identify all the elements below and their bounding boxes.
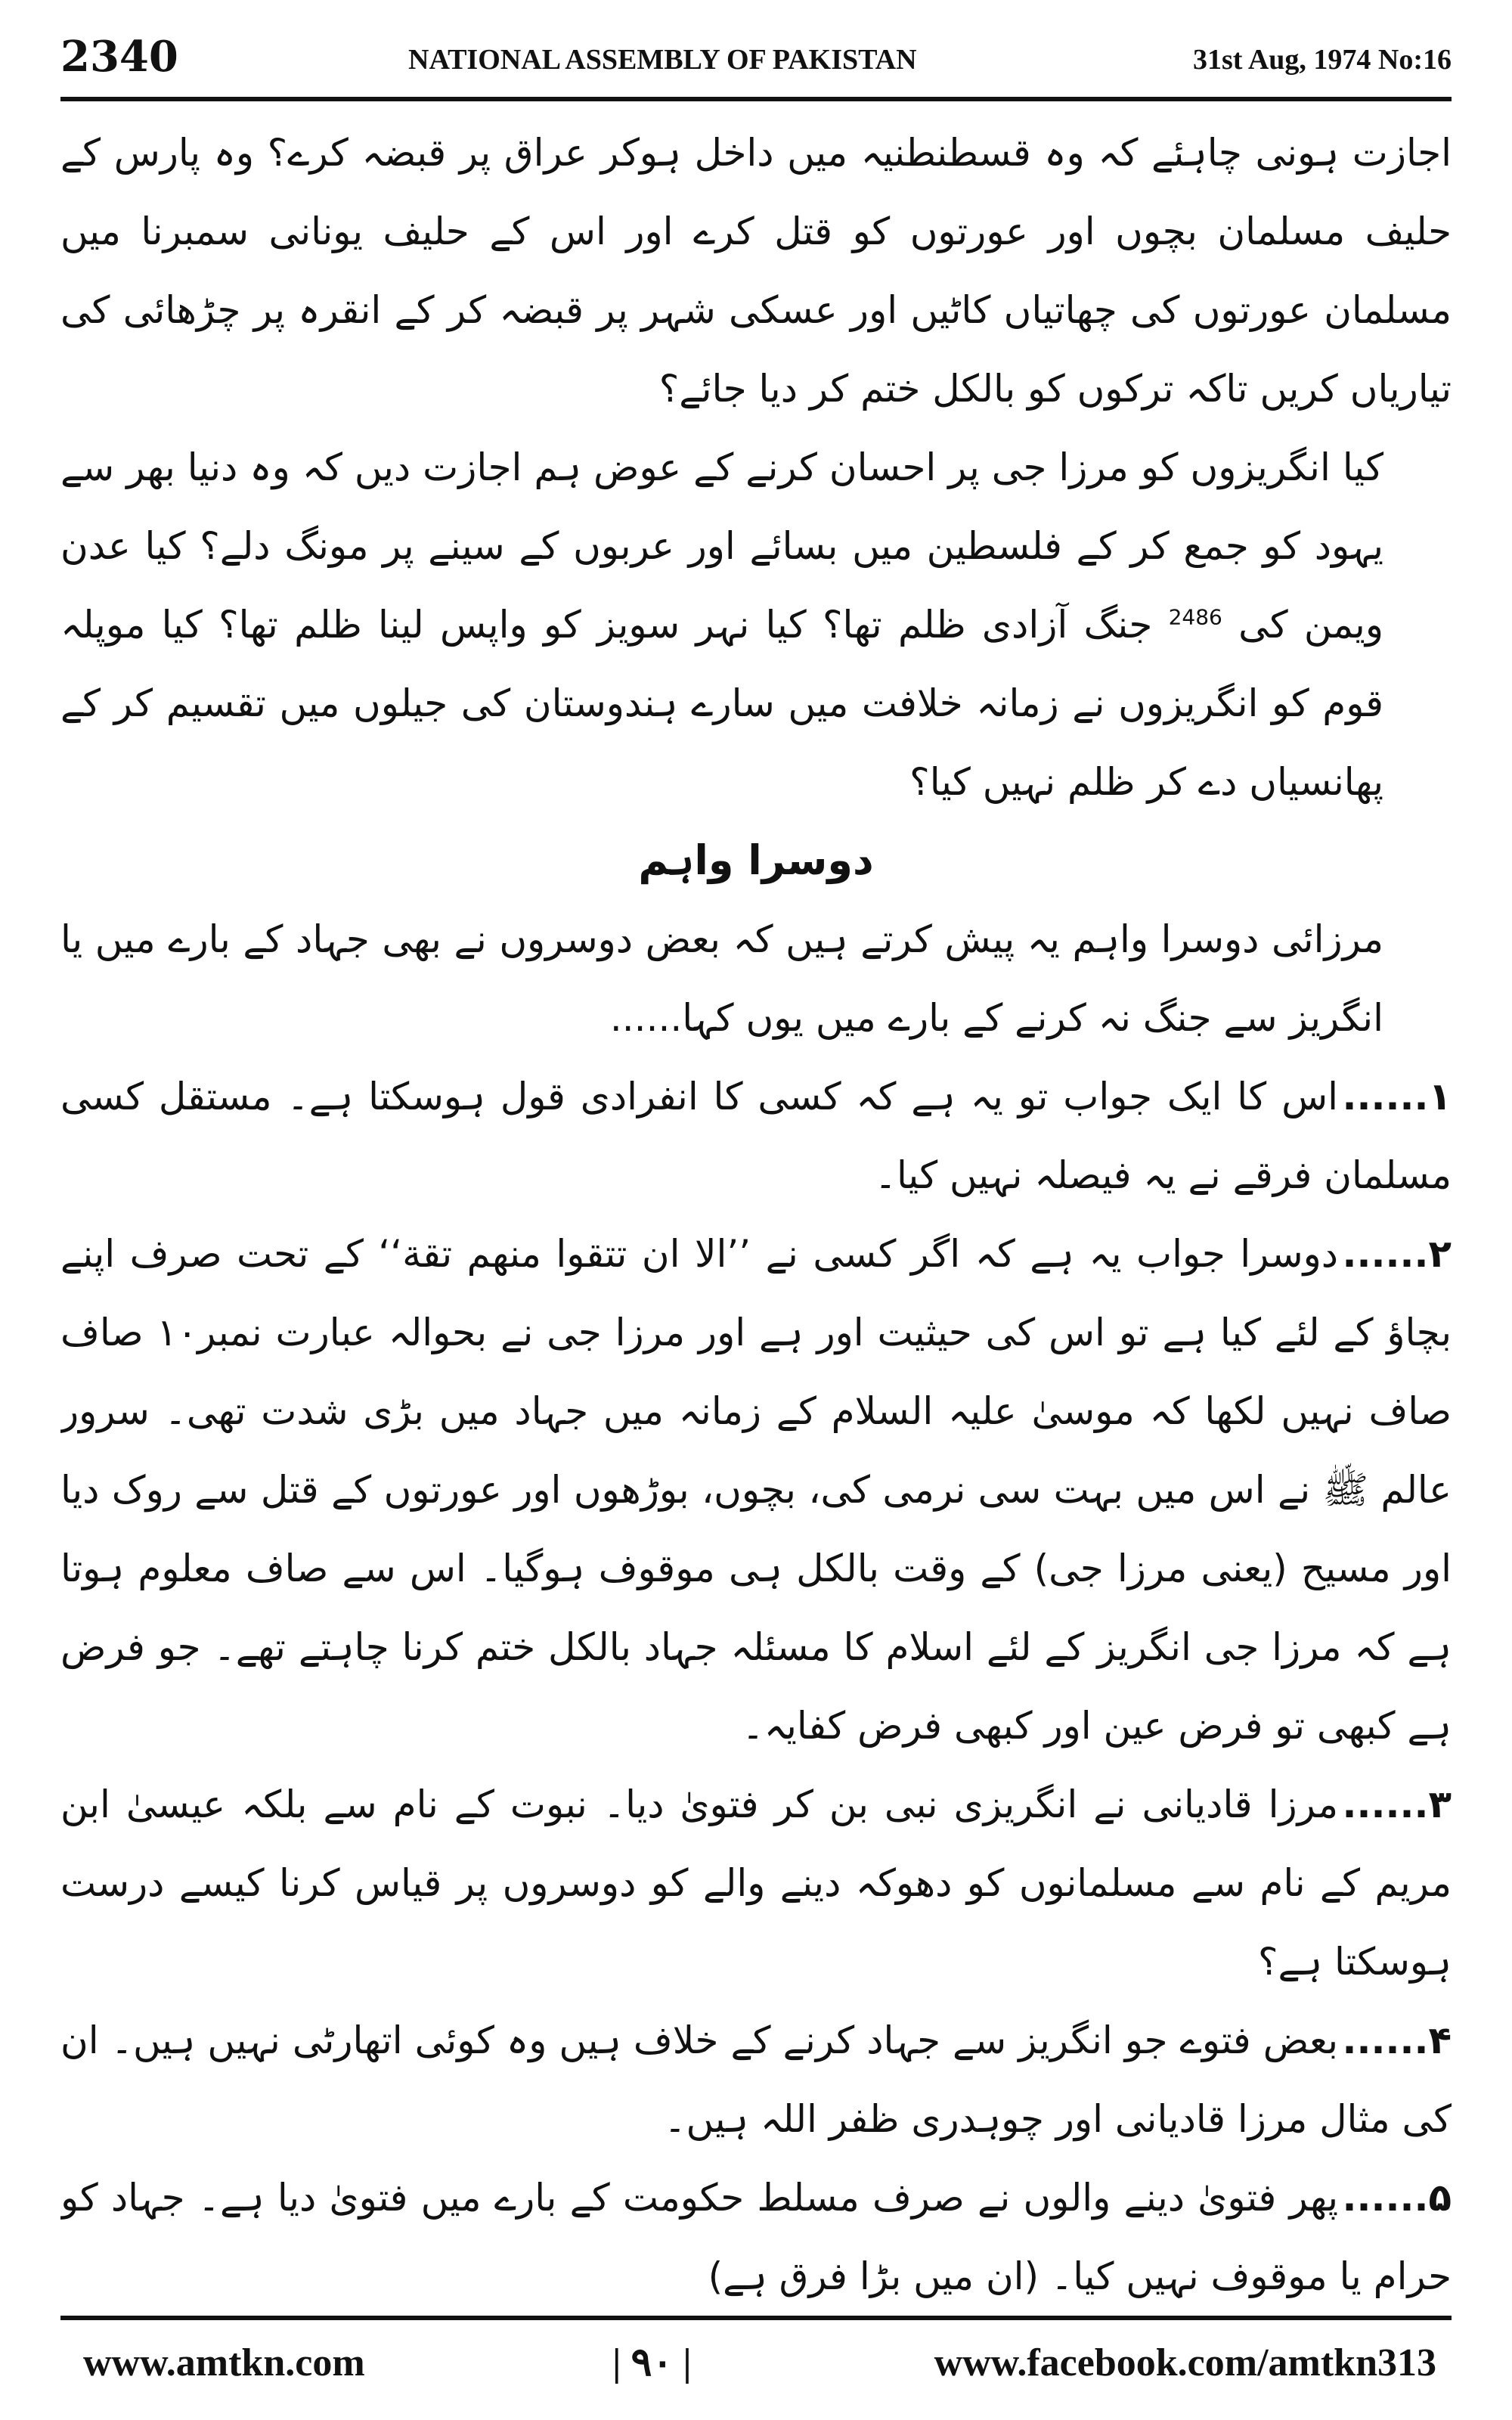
- paragraph-1: اجازت ہونی چاہئے کہ وہ قسطنطنیہ میں داخل ہوکر عراق پر قبضہ کرے؟ وہ پارس کے حلیف مسلمان بچوں اور عورتوں کو قتل کرے اور اس کے حلیف یونانی سمبرنا میں مسلمان عورتوں کی چھاتیاں کاٹیں اور عسکی شہر پر قبضہ کر کے انقرہ پر چڑھائی کی تیاریاں کریں تاکہ ترکوں کو بالکل ختم کر دیا جائے؟: [60, 131, 1452, 411]
- item-text: مرزا قادیانی نے انگریزی نبی بن کر فتویٰ دیا۔ نبوت کے نام سے بلکہ عیسیٰ ابن مریم کے نام سے مسلمانوں کو دھوکہ دینے والے کو دوسروں پر قیاس کرنا کیسے درست ہوسکتا ہے؟: [60, 1782, 1452, 1984]
- footer-rule: [60, 2316, 1452, 2320]
- item-number: ۵......: [1342, 2176, 1452, 2220]
- header-rule: [60, 97, 1452, 101]
- section-heading: دوسرا واہم: [638, 836, 874, 884]
- footer-page-number: | ۹۰ |: [612, 2341, 692, 2384]
- running-title: NATIONAL ASSEMBLY OF PAKISTAN: [408, 44, 917, 76]
- paragraph-2: [60, 428, 1452, 821]
- item-number: ۴......: [1342, 2018, 1452, 2062]
- paragraph-2-part-b: جنگ آزادی ظلم تھا؟ کیا نہر سویز کو واپس لینا ظلم تھا؟ کیا موپلہ قوم کو انگریزوں نے زمانہ خلافت میں سارے ہندوستان کی جیلوں میں تقسیم کر کے پھانسیاں دے کر ظلم نہیں کیا؟: [60, 603, 1383, 804]
- list-item: [60, 1057, 1452, 1215]
- item-text: بعض فتوے جو انگریز سے جہاد کرنے کے خلاف ہیں وہ کوئی اتھارٹی نہیں ہیں۔ ان کی مثال مرزا قادیانی اور چوہدری ظفر اللہ ہیں۔: [60, 2018, 1452, 2141]
- item-text: دوسرا جواب یہ ہے کہ اگر کسی نے ’’الا ان تتقوا منهم تقة‘‘ کے تحت صرف اپنے بچاؤ کے لئے کیا ہے تو اس کی حیثیت اور ہے اور مرزا جی نے بحوالہ عبارت نمبر۱۰ صاف صاف نہیں لکھا کہ موسیٰ علیہ السلام کے زمانہ میں جہاد میں بڑی شدت تھی۔ سرور عالم ﷺ نے اس میں بہت سی نرمی کی، بچوں، بوڑھوں اور عورتوں کے قتل سے روک دیا اور مسیح (یعنی مرزا جی) کے وقت بالکل ہی موقوف ہوگیا۔ اس سے صاف معلوم ہوتا ہے کہ مرزا جی انگریز کے لئے اسلام کا مسئلہ جہاد بالکل ختم کرنا چاہتے تھے۔ جو فرض ہے کبھی تو فرض عین اور کبھی فرض کفایہ۔: [60, 1232, 1452, 1748]
- page-footer: [60, 2329, 1452, 2397]
- facebook-link[interactable]: www.facebook.com/amtkn313: [934, 2341, 1436, 2384]
- website-link[interactable]: www.amtkn.com: [83, 2341, 365, 2384]
- item-number: ۱......: [1342, 1075, 1452, 1118]
- item-number: ۲......: [1342, 1232, 1452, 1276]
- body-text: [60, 113, 1452, 2299]
- item-number: ۳......: [1342, 1782, 1452, 1826]
- page-number: 2340: [60, 32, 178, 82]
- list-item: [60, 1765, 1452, 2001]
- list-item: [60, 2158, 1452, 2299]
- intro-paragraph: مرزائی دوسرا واہم یہ پیش کرتے ہیں کہ بعض دوسروں نے بھی جہاد کے بارے میں یا انگریز سے جنگ نہ کرنے کے بارے میں یوں کہا......: [60, 917, 1383, 1040]
- list-item: [60, 2001, 1452, 2158]
- item-text: اس کا ایک جواب تو یہ ہے کہ کسی کا انفرادی قول ہوسکتا ہے۔ مستقل کسی مسلمان فرقے نے یہ فیصلہ نہیں کیا۔: [60, 1075, 1452, 1197]
- item-text: پھر فتویٰ دینے والوں نے صرف مسلط حکومت کے بارے میں فتویٰ دیا ہے۔ جہاد کو حرام یا موقوف نہیں کیا۔ (ان میں بڑا فرق ہے): [60, 2176, 1452, 2298]
- footnote-marker: 2486: [1168, 604, 1222, 630]
- page-header: [60, 30, 1452, 91]
- list-item: [60, 1215, 1452, 1765]
- date-issue: 31st Aug, 1974 No:16: [1192, 44, 1452, 76]
- paragraph-2-part-a: کیا انگریزوں کو مرزا جی پر احسان کرنے کے عوض ہم اجازت دیں کہ وہ دنیا بھر سے یہود کو جمع کر کے فلسطین میں بسائے اور عربوں کے سینے پر مونگ دلے؟ کیا عدن ویمن کی: [60, 445, 1383, 647]
